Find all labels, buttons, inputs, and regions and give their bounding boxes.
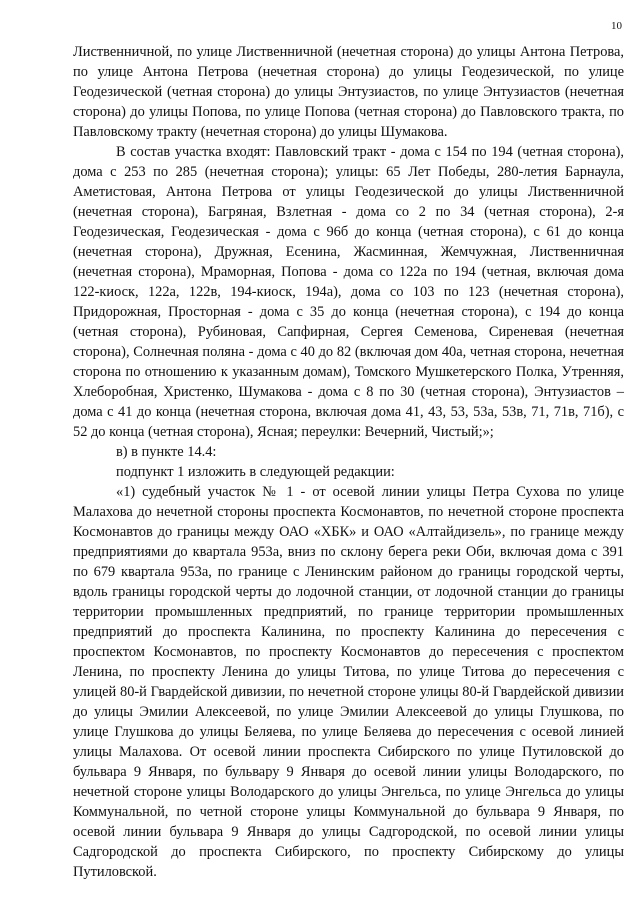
paragraph-boundary-continuation: Лиственничной, по улице Лиственничной (нечетная сторона) до улицы Антона Петрова, по улице Антона Петрова (нечетная сторона) до улицы Геодезической, по улице Геодезической (четная сторона) до улицы Энтузиастов, по улице Энтузиастов (нечетная сторона) до улицы Попова, по улице Попова (четная сторона) до Павловского тракта, по Павловскому тракту (нечетная сторона) до улицы Шумакова. (73, 44, 624, 140)
paragraph-clause-14-4: в) в пункте 14.4: (116, 444, 217, 460)
paragraph-subclause-intro: подпункт 1 изложить в следующей редакции: (116, 464, 395, 480)
paragraph-district-composition: В состав участка входят: Павловский тракт - дома с 154 по 194 (четная сторона), дома с 253 по 285 (нечетная сторона); улицы: 65 Лет Победы, 280-летия Барнаула, Аметистовая, Антона Петрова от улицы Геодезической до улицы Лиственничной (нечетная сторона), Багряная, Взлетная - дома со 2 по 34 (четная сторона), 2-я Геодезическая, Геодезическая - дома с 96б до конца (четная сторона), с 61 до конца (нечетная сторона), Дружная, Есенина, Жасминная, Жемчужная, Лиственничная (нечетная сторона), Мраморная, Попова - дома со 122а по 194 (четная, включая дома 122-киоск, 122а, 122в, 194-киоск, 194а), дома со 103 по 123 (нечетная сторона), Придорожная, Просторная - дома с 35 до конца (нечетная сторона), с 194 до конца (четная сторона), Рубиновая, Сапфирная, Сергея Семенова, Сиреневая (нечетная сторона), Солнечная поляна - дома с 40 до 82 (включая дом 40а, четная сторона, нечетная сторона по отношению к указанным домам), Томского Мушкетерского Полка, Утренняя, Хлеборобная, Христенко, Шумакова - дома с 8 по 30 (четная сторона), Энтузиастов – дома с 41 до конца (нечетная сторона, включая дома 41, 43, 53, 53а, 53в, 71, 71в, 71б), с 52 до конца (четная сторона), Ясная; переулки: Вечерний, Чистый;»; (73, 144, 624, 440)
paragraph-court-district-1: «1) судебный участок № 1 - от осевой линии улицы Петра Сухова по улице Малахова до нечетной стороны проспекта Космонавтов, по нечетной стороне проспекта Космонавтов до границы между ОАО «ХБК» и ОАО «Алтайдизель», по границе между предприятиями до квартала 953а, вниз по склону берега реки Оби, включая дома с 391 по 679 квартала 953а, по границе с Ленинским районом до границы городской черты, вдоль границы городской черты до лодочной станции, от лодочной станции до границы территории промышленных предприятий, по границе территории промышленных предприятий до проспекта Калинина, по проспекту Калинина до пересечения с проспектом Космонавтов, по проспекту Космонавтов до пересечения с проспектом Ленина, по проспекту Ленина до улицы Титова, по улице Титова до пересечения с улицей 80-й Гвардейской дивизии, по нечетной стороне улицы 80-й Гвардейской дивизии до улицы Эмилии Алексеевой, по улице Эмилии Алексеевой до улицы Глушкова, по улице Глушкова до улицы Беляева, по улице Беляева до пересечения с осевой линией улицы Малахова. От осевой линии проспекта Сибирского по улице Путиловской до бульвара 9 Января, по бульвару 9 Января до осевой линии улицы Володарского, по нечетной стороне улицы Володарского до улицы Энгельса, по улице Энгельса до улицы Коммунальной, по четной стороне улицы Коммунальной до бульвара 9 Января, по осевой линии бульвара 9 Января до улицы Садгородской, по осевой линии улицы Садгородской до проспекта Сибирского, по проспекту Сибирскому до улицы Путиловской. (73, 484, 624, 880)
page-number: 10 (611, 20, 622, 32)
document-body (73, 42, 624, 882)
